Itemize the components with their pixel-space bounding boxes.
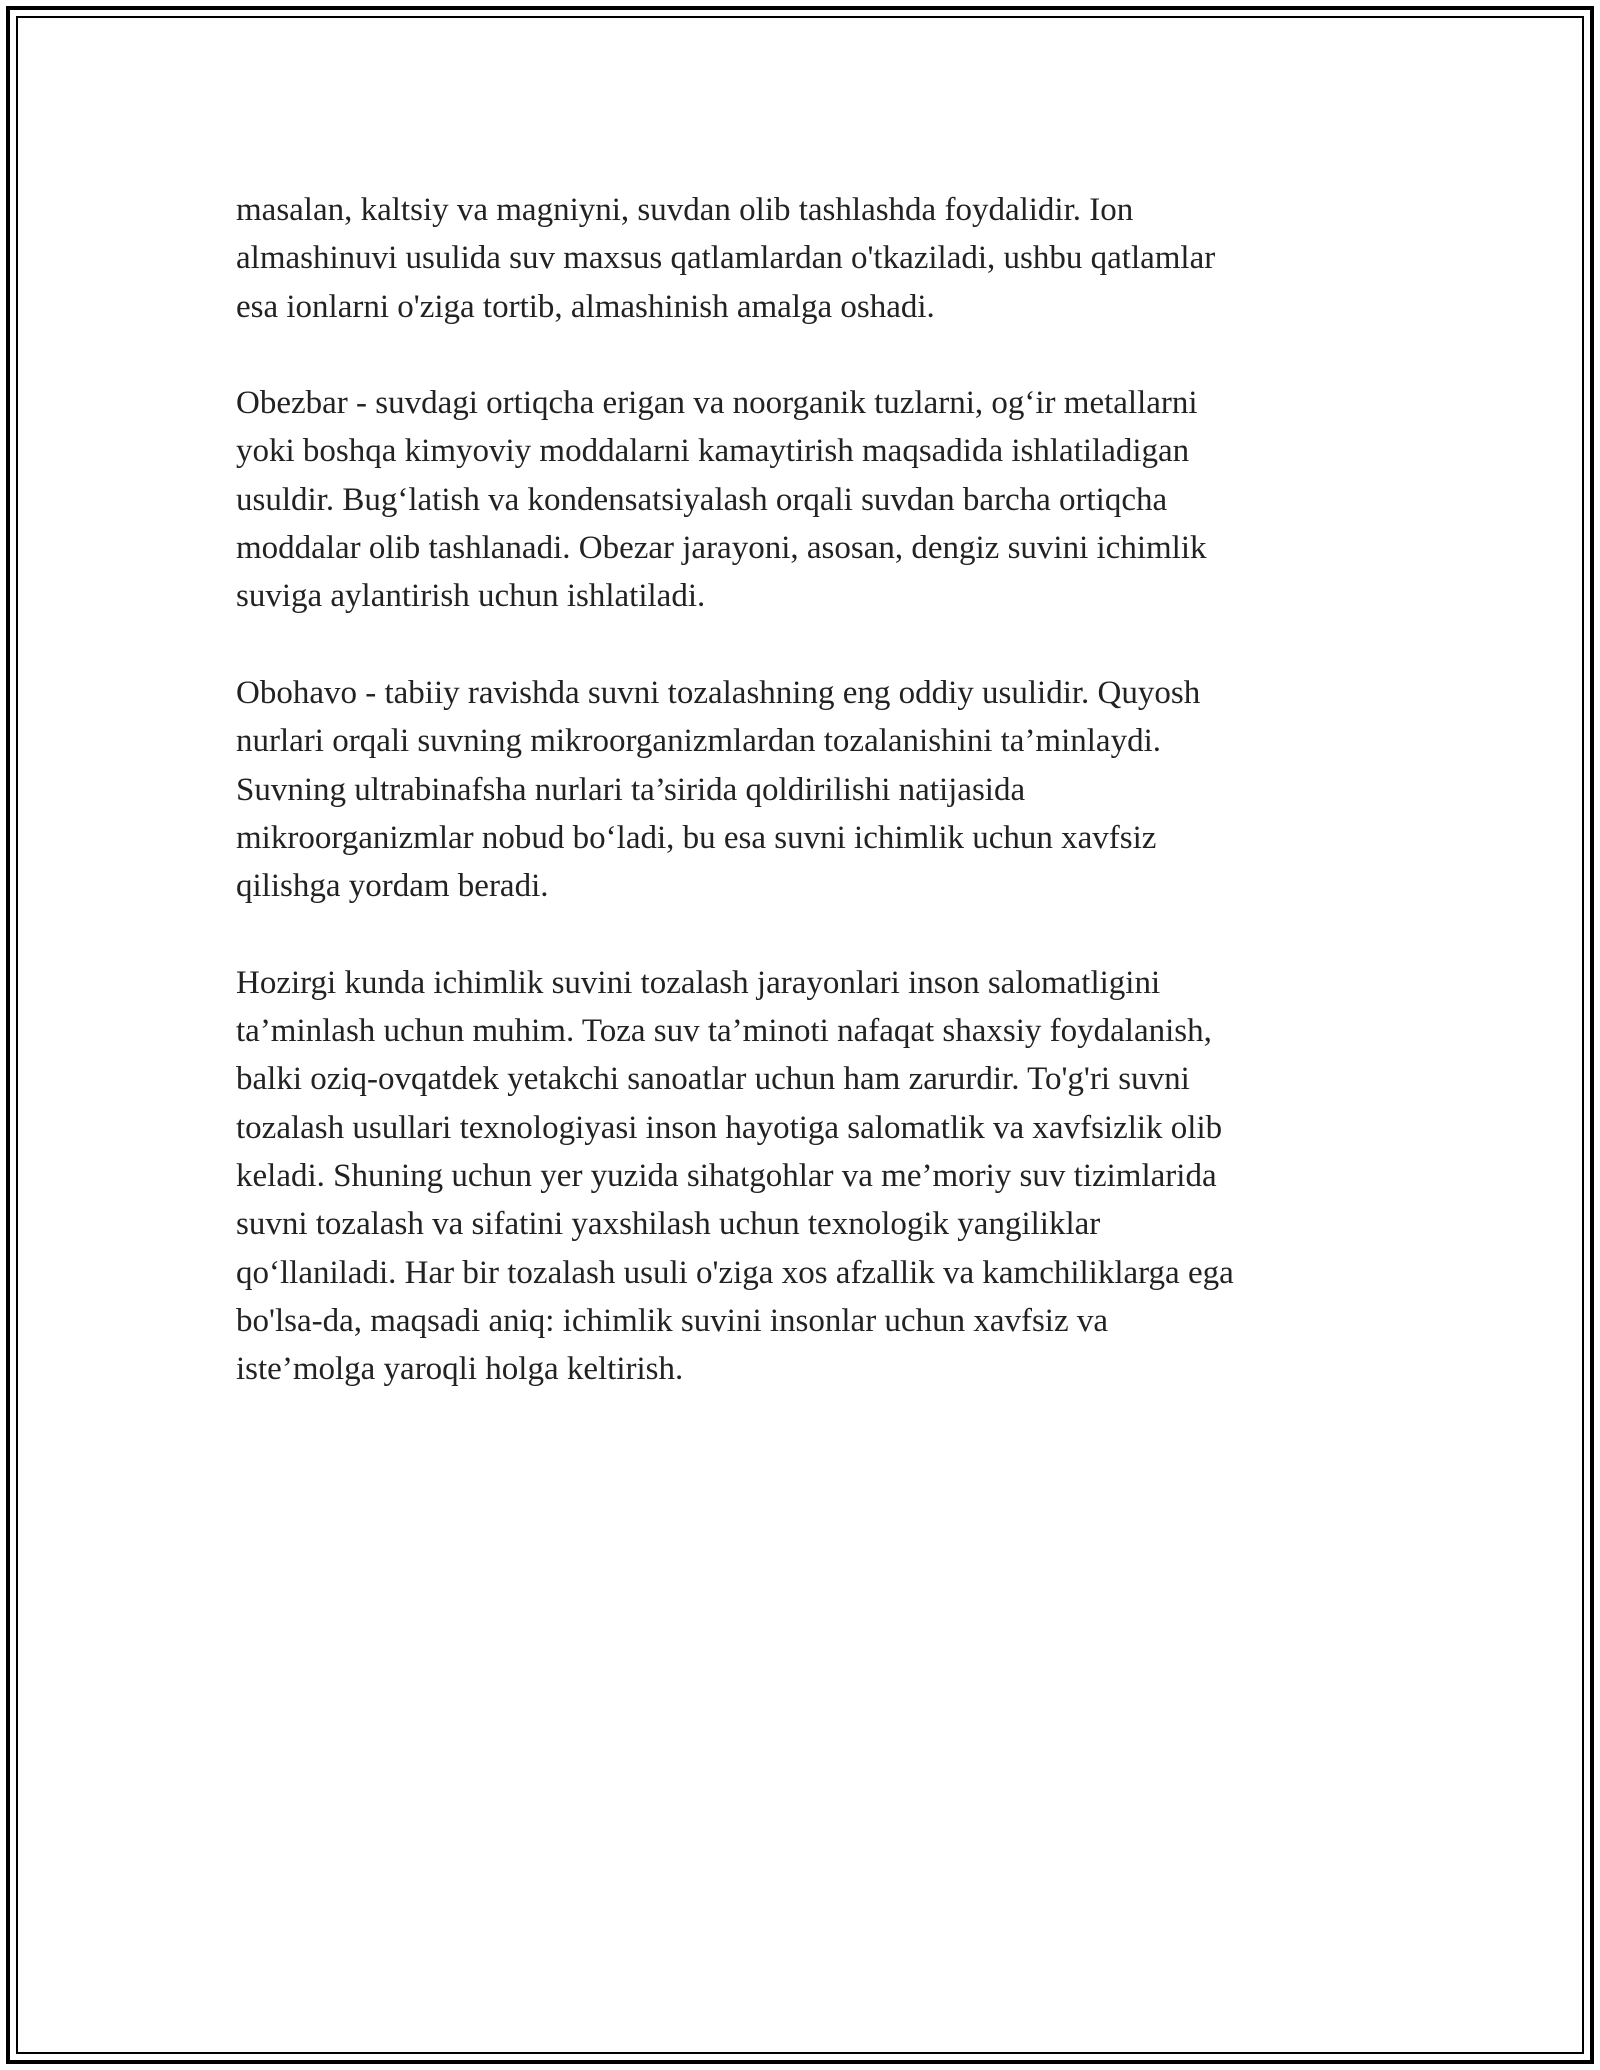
paragraph-ion-exchange: masalan, kaltsiy va magniyni, suvdan olib tashlashda foydalidir. Ion almashinuvi usulida suv maxsus qatlamlardan o'tkaziladi, ushbu qatlamlar esa ionlarni o'ziga tortib, almashinish amalga oshadi. xyxy=(236,192,1216,325)
paragraph-conclusion: Hozirgi kunda ichimlik suvini tozalash jarayonlari inson salomatligini ta’minlash uchun muhim. Toza suv ta’minoti nafaqat shaxsiy foydalanish, balki oziq-ovqatdek yetakchi sanoatlar uchun ham zarurdir. To'g'ri suvni tozalash usullari texnologiyasi inson hayotiga salomatlik va xavfsizlik olib keladi. Shuning uchun yer yuzida sihatgohlar va me’moriy suv tizimlarida suvni tozalash va sifatini yaxshilash uchun texnologik yangiliklar qo‘llaniladi. Har bir tozalash usuli o'ziga xos afzallik va kamchiliklarga ega bo'lsa-da, maqsadi aniq: ichimlik suvini insonlar uchun xavfsiz va iste’molga yaroqli holga keltirish. xyxy=(236,964,1234,1388)
paragraph-obohavo: Obohavo - tabiiy ravishda suvni tozalashning eng oddiy usulidir. Quyosh nurlari orqali suvning mikroorganizmlardan tozalanishini ta’minlaydi. Suvning ultrabinafsha nurlari ta’sirida qoldirilishi natijasida mikroorganizmlar nobud bo‘ladi, bu esa suvni ichimlik uchun xavfsiz qilishga yordam beradi. xyxy=(236,674,1201,905)
paragraph-obezbar: Obezbar - suvdagi ortiqcha erigan va noorganik tuzlarni, og‘ir metallarni yoki boshqa kimyoviy moddalarni kamaytirish maqsadida ishlatiladigan usuldir. Bug‘latish va kondensatsiyalash orqali suvdan barcha ortiqcha moddalar olib tashlanadi. Obezar jarayoni, asosan, dengiz suvini ichimlik suviga aylantirish uchun ishlatiladi. xyxy=(236,385,1207,615)
document-body xyxy=(236,186,1366,1442)
